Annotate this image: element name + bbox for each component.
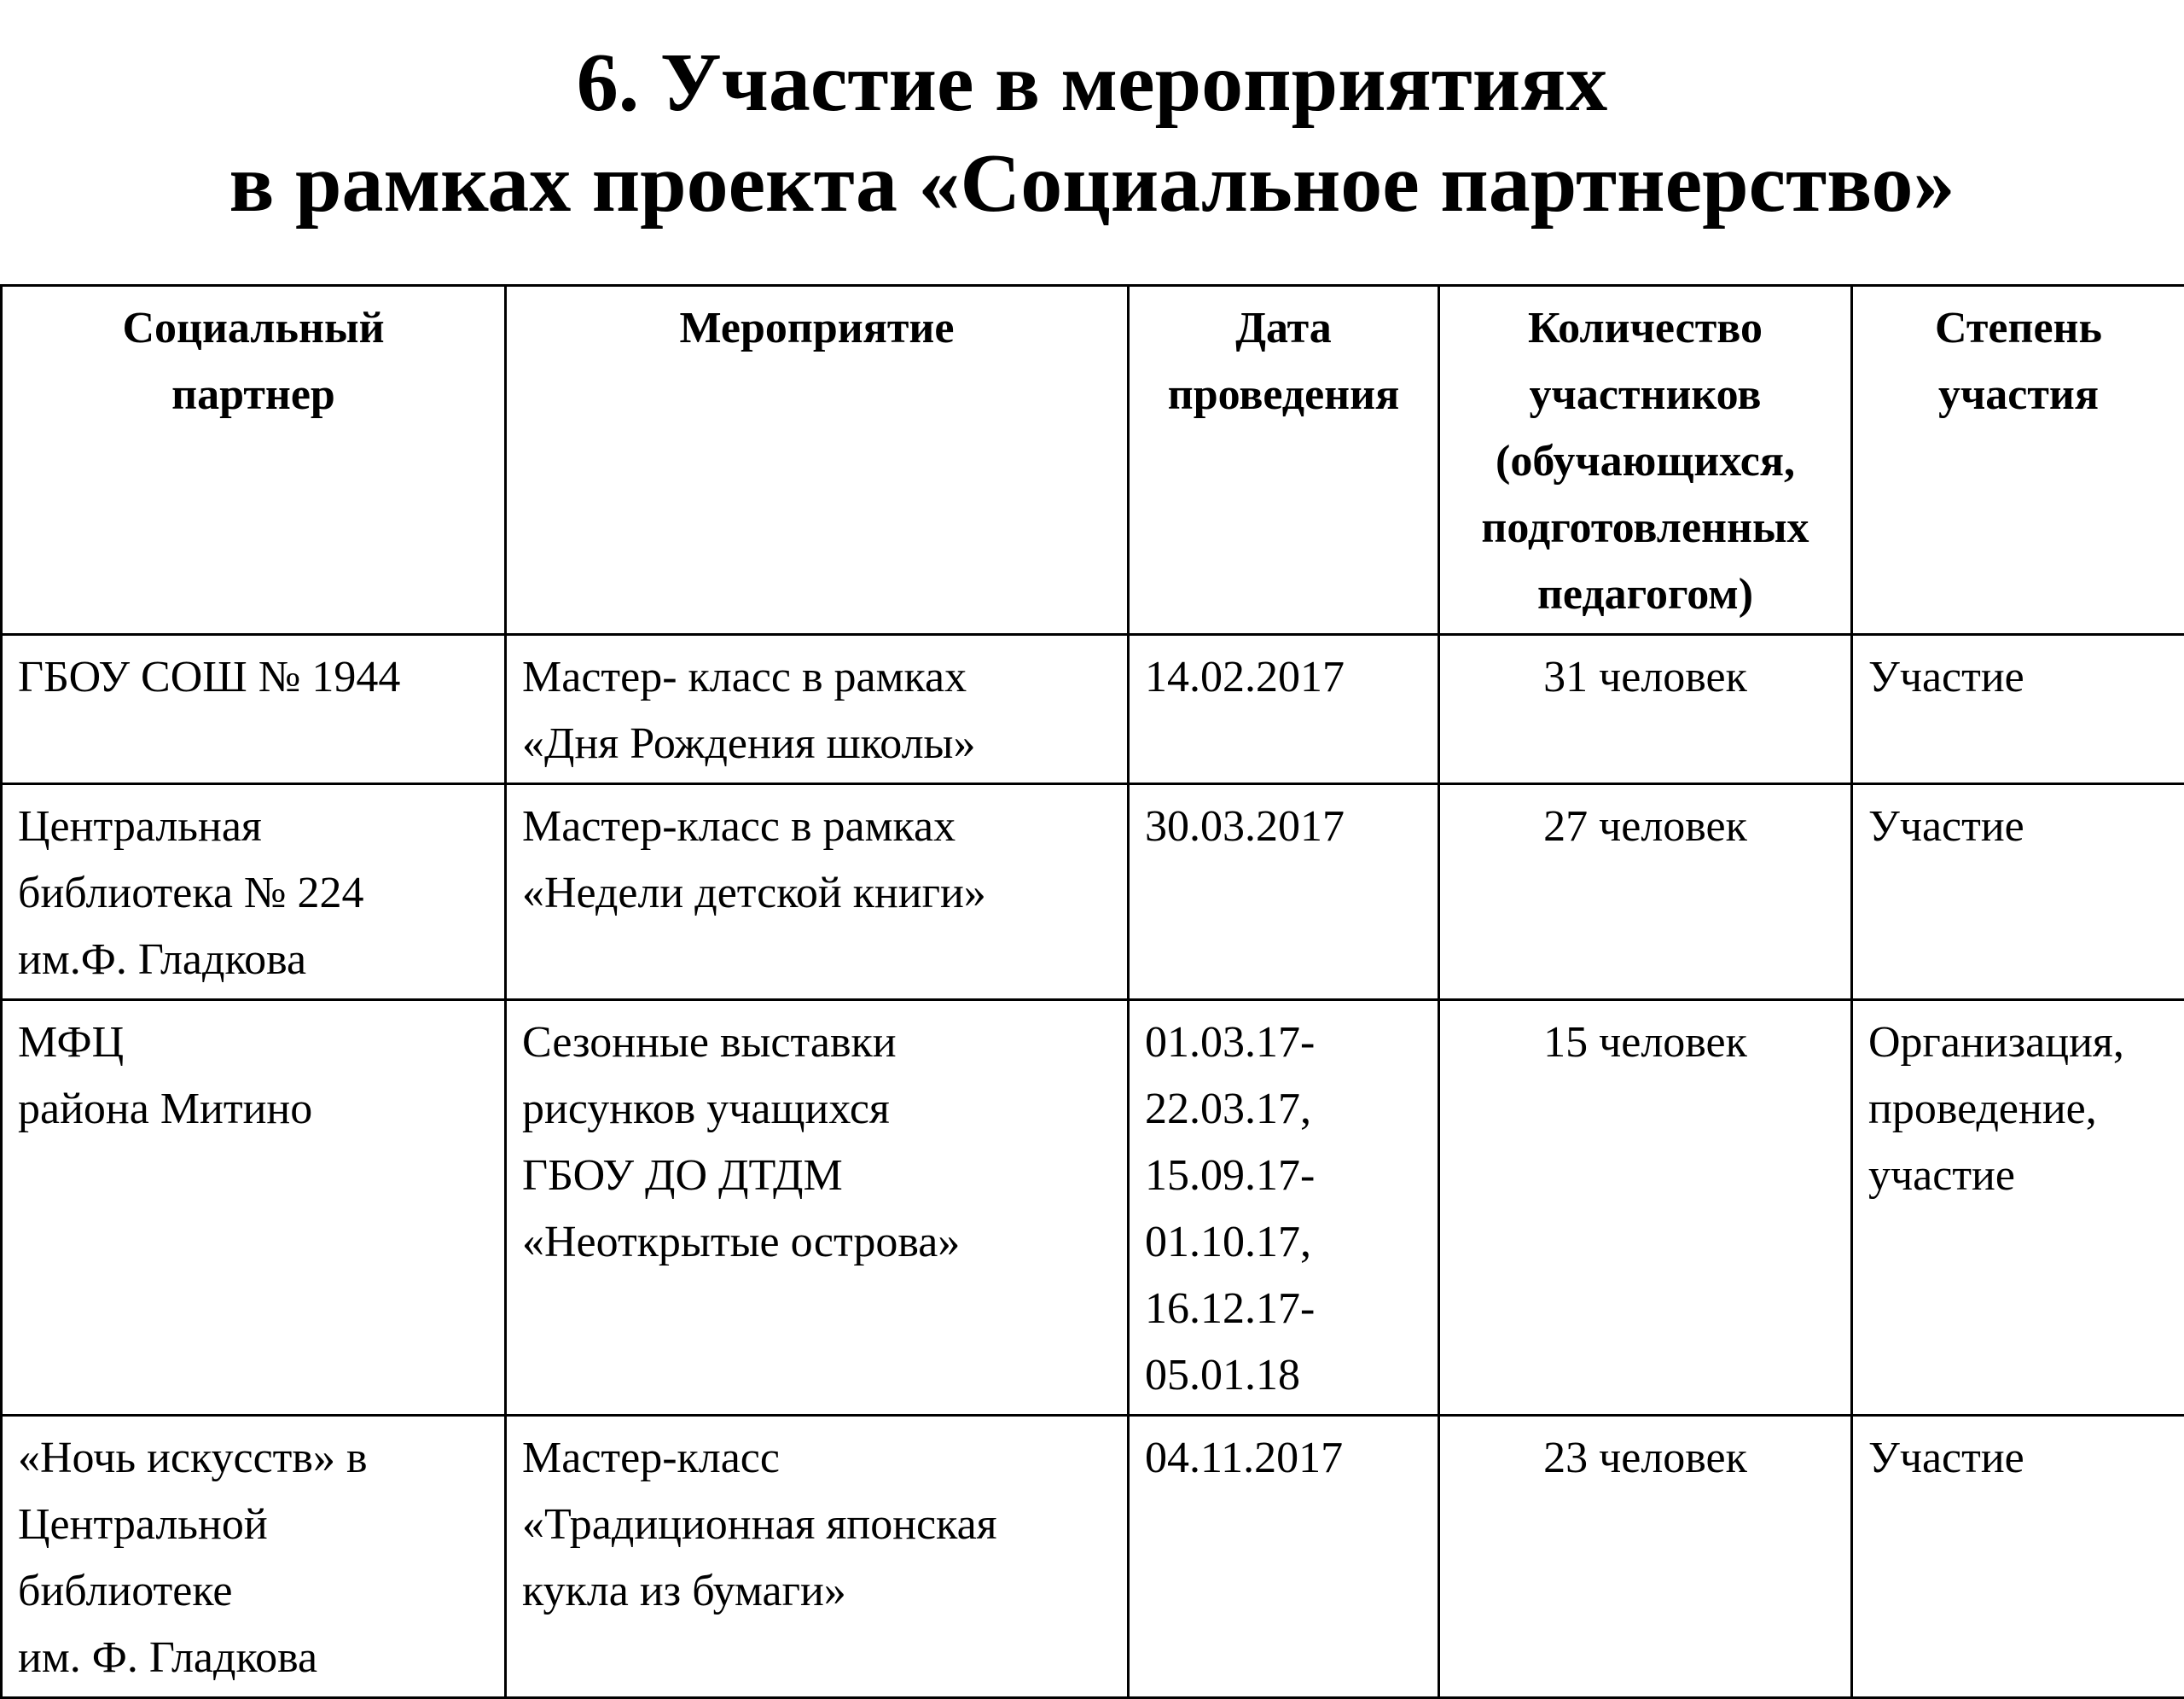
events-table (0, 284, 2184, 1699)
table-row (2, 784, 2184, 1000)
table-row (2, 1000, 2184, 1416)
cell-date: 14.02.2017 (1129, 635, 1439, 784)
cell-degree: Участие (1852, 1416, 2184, 1698)
cell-partner: Центральная библиотека № 224 им.Ф. Гладкова (2, 784, 506, 1000)
cell-event: Мастер- класс в рамках «Дня Рождения школы» (506, 635, 1129, 784)
header-degree: Степень участия (1852, 286, 2184, 635)
cell-count: 23 человек (1439, 1416, 1852, 1698)
cell-date: 30.03.2017 (1129, 784, 1439, 1000)
cell-count: 27 человек (1439, 784, 1852, 1000)
cell-date: 04.11.2017 (1129, 1416, 1439, 1698)
cell-count: 15 человек (1439, 1000, 1852, 1416)
header-event: Мероприятие (506, 286, 1129, 635)
cell-date: 01.03.17- 22.03.17, 15.09.17- 01.10.17, 16.12.17- 05.01.18 (1129, 1000, 1439, 1416)
table-row (2, 1416, 2184, 1698)
cell-degree: Участие (1852, 635, 2184, 784)
table-row (2, 635, 2184, 784)
page-title (0, 32, 2184, 234)
cell-degree: Организация, проведение, участие (1852, 1000, 2184, 1416)
cell-event: Мастер-класс «Традиционная японская кукла из бумаги» (506, 1416, 1129, 1698)
header-partner: Социальный партнер (2, 286, 506, 635)
cell-partner: МФЦ района Митино (2, 1000, 506, 1416)
table-header-row (2, 286, 2184, 635)
cell-event: Сезонные выставки рисунков учащихся ГБОУ ДО ДТДМ «Неоткрытые острова» (506, 1000, 1129, 1416)
cell-partner: ГБОУ СОШ № 1944 (2, 635, 506, 784)
title-line-2: в рамках проекта «Социальное партнерство» (0, 133, 2184, 234)
header-count: Количество участников (обучающихся, подготовленных педагогом) (1439, 286, 1852, 635)
cell-count: 31 человек (1439, 635, 1852, 784)
cell-event: Мастер-класс в рамках «Недели детской книги» (506, 784, 1129, 1000)
cell-degree: Участие (1852, 784, 2184, 1000)
cell-partner: «Ночь искусств» в Центральной библиотеке им. Ф. Гладкова (2, 1416, 506, 1698)
title-line-1: 6. Участие в мероприятиях (0, 32, 2184, 133)
header-date: Дата проведения (1129, 286, 1439, 635)
